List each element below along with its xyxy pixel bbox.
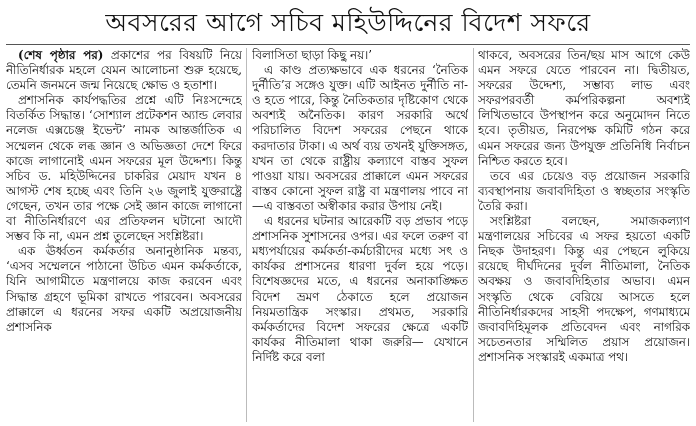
article-paragraph: এ ধরনের ঘটনার আরেকটি বড় প্রভাব পড়ে প্রশাসনিক সুশাসনের ওপর। এর ফলে তরুণ বা মধ্যপর্যায়ের কর্মকর্তা-কর্মচারীদের মধ্যে সৎ ও কার্যকর প্রশাসনের ধারণা দুর্বল হয়ে পড়ে। বিশেষজ্ঞদের মতে, এ ধরনের অনাকাঙ্ক্ষিত বিদেশ ভ্রমণ ঠেকাতে হলে প্রয়োজন নিয়মতান্ত্রিক সংস্কার। প্রথমত, সরকারি কর্মকর্তাদের বিদেশ সফরের ক্ষেত্রে একটি কার্যকর নীতিমালা থাকা জরুরি— যেখানে নির্দিষ্ট করে বলা <box>252 214 468 364</box>
article-column-1 <box>6 48 242 424</box>
article-paragraph <box>6 48 242 93</box>
continuation-tag: (শেষ পৃষ্ঠার পর) <box>18 48 104 62</box>
article-paragraph: এ কাণ্ড প্রত্যক্ষভাবে এক ধরনের ‘নৈতিক দুর্নীতি’র সঙ্গেও যুক্ত। এটি আইনত দুর্নীতি না-ও হতে পারে, কিন্তু নৈতিকতার দৃষ্টিকোণ থেকে অবশ্যই অনৈতিক। কারণ সরকারি অর্থে পরিচালিত বিদেশ সফরের পেছনে থাকে করদাতার টাকা। এ অর্থ ব্যয় তখনই যুক্তিসঙ্গত, যখন তা থেকে রাষ্ট্রীয় কল্যাণে বাস্তব সুফল পাওয়া যায়। অবসরের প্রাক্কালে এমন সফরের বাস্তব কোনো সুফল রাষ্ট্র বা মন্ত্রণালয় পাবে না—এ বাস্তবতা অস্বীকার করার উপায় নেই। <box>252 63 468 213</box>
article-paragraph: তবে এর চেয়েও বড় প্রয়োজন সরকারি ব্যবস্থাপনায় জবাবদিহিতা ও স্বচ্ছতার সংস্কৃতি তৈরি করা। <box>478 168 690 213</box>
paragraph-text: প্রকাশের পর বিষয়টি নিয়ে নীতিনির্ধারক মহলে যেমন আলোচনা শুরু হয়েছে, তেমনি জনমনে জন্ম নিয়েছে ক্ষোভ ও হতাশা। <box>6 48 242 93</box>
headline: অবসরের আগে সচিব মহিউদ্দিনের বিদেশ সফরে <box>105 8 591 37</box>
headline-rule <box>6 44 690 45</box>
article-paragraph: সংশ্লিষ্টরা বলছেন, সমাজকল্যাণ মন্ত্রণালয়ের সচিবের এ সফর হয়তো একটি নিছক উদাহরণ। কিন্তু এর পেছনে লুকিয়ে রয়েছে দীর্ঘদিনের দুর্বল নীতিমালা, নৈতিক অবক্ষয় ও জবাবদিহিতার অভাব। এমন সংস্কৃতি থেকে বেরিয়ে আসতে হলে নীতিনির্ধারকদের সাহসী পদক্ষেপ, গণমাধ্যমে জবাবদিহিমূলক প্রতিবেদন এবং নাগরিক সচেতনতার সম্মিলিত প্রয়াস প্রয়োজন। প্রশাসনিক সংস্কারই একমাত্র পথ। <box>478 214 690 364</box>
column-divider <box>473 48 474 422</box>
article-paragraph: প্রশাসনিক কার্যপদ্ধতির প্রশ্নে এটি নিঃসন্দেহে বিতর্কিত সিদ্ধান্ত। ‘সোশ্যাল প্রটেকশন অ্যান্ড লেবার নলেজ এক্সচেঞ্জ ইভেন্ট’ নামক আন্তর্জাতিক এ সম্মেলন থেকে লব্ধ জ্ঞান ও অভিজ্ঞতা দেশে ফিরে কাজে লাগানোই এমন সফরের মূল উদ্দেশ্য। কিন্তু সচিব ড. মহিউদ্দিনের চাকরির মেয়াদ যখন ৪ আগস্ট শেষ হচ্ছে এবং তিনি ২৬ জুলাই যুক্তরাষ্ট্রে গেছেন, তখন তার পক্ষে সেই জ্ঞান কাজে লাগানো বা নীতিনির্ধারণে এর প্রতিফলন ঘটানো আদৌ সম্ভব কি না, এমন প্রশ্ন তুলেছেন সংশ্লিষ্টরা। <box>6 93 242 244</box>
article-column-2 <box>252 48 468 424</box>
article-paragraph: থাকবে, অবসরের তিন/ছয় মাস আগে কেউ এমন সফরে যেতে পারবেন না। দ্বিতীয়ত, সফরের উদ্দেশ্য, সম্ভাব্য লাভ এবং সফরপরবর্তী কর্মপরিকল্পনা অবশ্যই লিখিতভাবে উপস্থাপন করে অনুমোদন নিতে হবে। তৃতীয়ত, নিরপেক্ষ কমিটি গঠন করে এমন সফরের জন্য উপযুক্ত প্রতিনিধি নির্বাচন নিশ্চিত করতে হবে। <box>478 48 690 168</box>
column-divider <box>246 48 247 422</box>
article-paragraph: এক ঊর্ধ্বতন কর্মকর্তার অনানুষ্ঠানিক মন্তব্য, ‘এসব সম্মেলনে পাঠানো উচিত এমন কর্মকর্তাকে, যিনি আগামীতে মন্ত্রণালয়ে কাজ করবেন এবং সিদ্ধান্ত গ্রহণে ভূমিকা রাখতে পারবেন। অবসরের প্রাক্কালে এ ধরনের সফর একটি অপ্রয়োজনীয় প্রশাসনিক <box>6 244 242 334</box>
article-column-3 <box>478 48 690 424</box>
article-paragraph: বিলাসিতা ছাড়া কিছু নয়।’ <box>252 48 372 62</box>
